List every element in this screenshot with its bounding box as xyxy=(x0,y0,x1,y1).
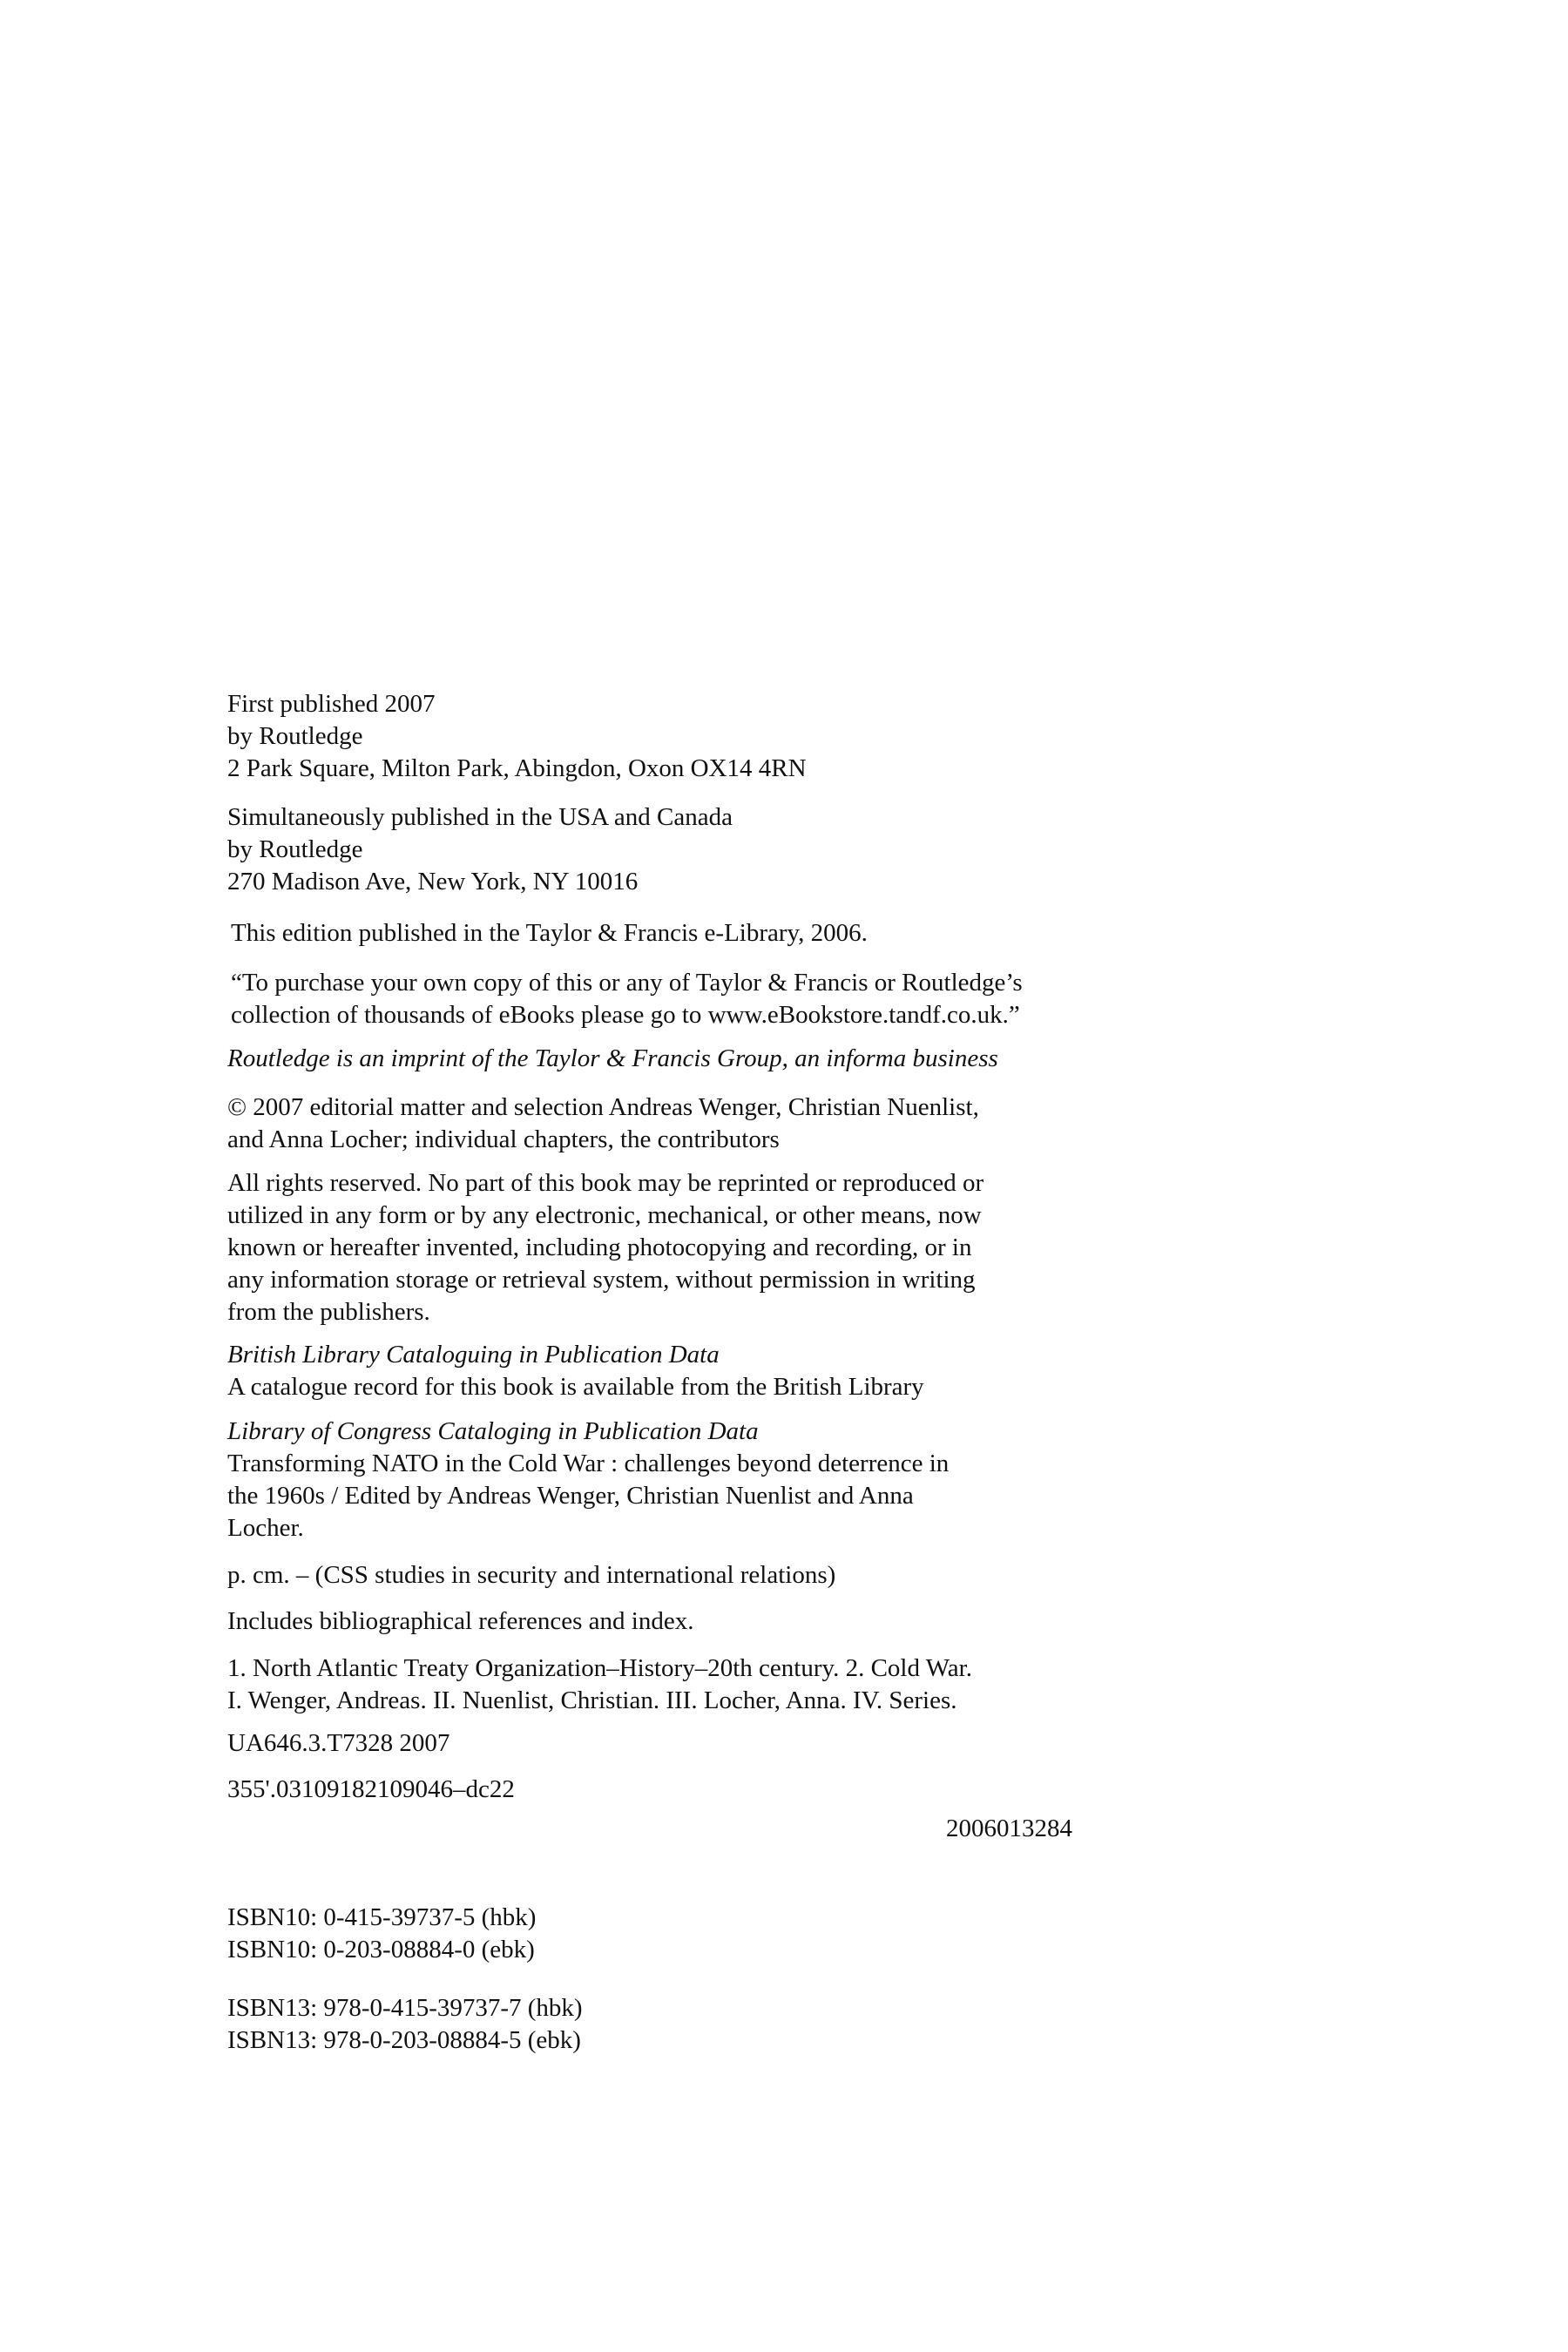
isbn13-line: ISBN13: 978-0-415-39737-7 (hbk) xyxy=(227,1994,583,2022)
british-library-text: A catalogue record for this book is available from the British Library xyxy=(227,1373,924,1401)
loc-call-number-text: UA646.3.T7328 2007 xyxy=(227,1729,450,1757)
purchase-note-line: collection of thousands of eBooks please go to www.eBookstore.tandf.co.uk.” xyxy=(231,1001,1020,1029)
loc-subject-line: 1. North Atlantic Treaty Organization–History–20th century. 2. Cold War. xyxy=(227,1654,972,1682)
us-publisher-name: by Routledge xyxy=(227,835,363,863)
imprint-note xyxy=(227,1043,1316,1075)
rights-line: from the publishers. xyxy=(227,1298,430,1326)
edition-note-text: This edition published in the Taylor & Francis e-Library, 2006. xyxy=(231,919,868,947)
loc-call-number xyxy=(227,1727,1316,1760)
rights-statement xyxy=(227,1167,1316,1328)
isbn10-block xyxy=(227,1902,1316,1966)
loc-control-number-text: 2006013284 xyxy=(946,1815,1072,1842)
purchase-note xyxy=(231,967,1320,1031)
library-of-congress-cip xyxy=(227,1416,1316,1544)
loc-dewey-text: 355'.03109182109046–dc22 xyxy=(227,1775,515,1803)
loc-subject-line: I. Wenger, Andreas. II. Nuenlist, Christian. III. Locher, Anna. IV. Series. xyxy=(227,1686,957,1714)
isbn10-line: ISBN10: 0-415-39737-5 (hbk) xyxy=(227,1903,537,1931)
uk-address: 2 Park Square, Milton Park, Abingdon, Oxon OX14 4RN xyxy=(227,754,807,782)
loc-series xyxy=(227,1559,1316,1592)
isbn13-line: ISBN13: 978-0-203-08884-5 (ebk) xyxy=(227,2026,581,2054)
loc-heading: Library of Congress Cataloging in Publication Data xyxy=(227,1417,759,1445)
copyright-line: and Anna Locher; individual chapters, the contributors xyxy=(227,1125,780,1153)
us-address: 270 Madison Ave, New York, NY 10016 xyxy=(227,868,639,896)
loc-subjects xyxy=(227,1652,1316,1717)
rights-line: utilized in any form or by any electronic, mechanical, or other means, now xyxy=(227,1201,982,1229)
british-library-heading: British Library Cataloguing in Publication Data xyxy=(227,1341,720,1369)
first-published: First published 2007 xyxy=(227,690,436,718)
isbn13-block xyxy=(227,1992,1316,2057)
loc-series-text: p. cm. – (CSS studies in security and international relations) xyxy=(227,1561,836,1589)
loc-title-line: Locher. xyxy=(227,1514,304,1542)
purchase-note-line: “To purchase your own copy of this or any of Taylor & Francis or Routledge’s xyxy=(231,969,1023,997)
imprint-note-text: Routledge is an imprint of the Taylor & Francis Group, an informa business xyxy=(227,1044,998,1072)
loc-title-line: the 1960s / Edited by Andreas Wenger, Christian Nuenlist and Anna xyxy=(227,1482,914,1510)
us-publication-info xyxy=(227,801,1316,898)
rights-line: All rights reserved. No part of this book may be reprinted or reproduced or xyxy=(227,1169,984,1197)
publisher-name: by Routledge xyxy=(227,722,363,750)
simultaneous-publication: Simultaneously published in the USA and Canada xyxy=(227,803,733,831)
edition-note xyxy=(231,917,1320,950)
rights-line: known or hereafter invented, including photocopying and recording, or in xyxy=(227,1233,972,1261)
copyright-notice xyxy=(227,1092,1316,1156)
british-library-cip xyxy=(227,1339,1316,1403)
loc-includes-text: Includes bibliographical references and index. xyxy=(227,1607,694,1635)
loc-control-number xyxy=(227,1813,1072,1845)
loc-includes xyxy=(227,1605,1316,1638)
publication-info xyxy=(227,688,1316,785)
isbn10-line: ISBN10: 0-203-08884-0 (ebk) xyxy=(227,1936,535,1963)
loc-dewey xyxy=(227,1774,1316,1806)
loc-title-line: Transforming NATO in the Cold War : challenges beyond deterrence in xyxy=(227,1450,950,1477)
copyright-line: © 2007 editorial matter and selection Andreas Wenger, Christian Nuenlist, xyxy=(227,1093,979,1121)
rights-line: any information storage or retrieval system, without permission in writing xyxy=(227,1266,976,1294)
